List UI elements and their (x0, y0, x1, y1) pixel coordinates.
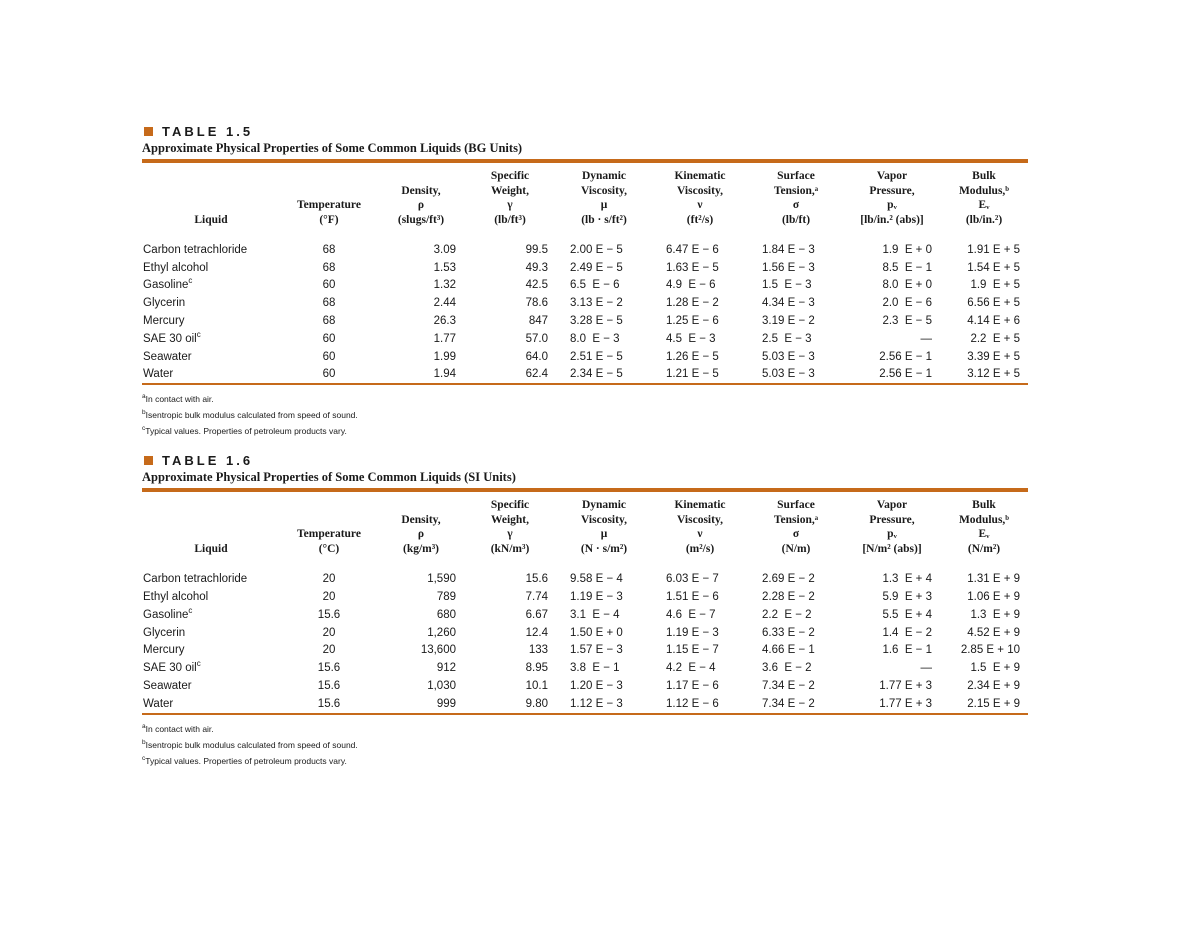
dynamic-viscosity-cell: 2.34 E − 5 (570, 368, 623, 381)
liquid-name-cell (142, 237, 280, 259)
column-header-line: (lb/ft³) (494, 213, 526, 226)
vapor-pressure-cell: 1.77 E + 3 (879, 697, 932, 710)
footnote (142, 407, 1028, 423)
density-cell: 1.94 (433, 368, 456, 381)
column-header-line: Temperature (297, 199, 361, 211)
liquid-name: Gasoline (143, 279, 189, 292)
vapor-pressure-cell: 8.5 E − 1 (882, 261, 932, 274)
vapor-pressure-cell: 2.0 E − 6 (882, 297, 932, 310)
dynamic-viscosity-cell: 6.5 E − 6 (570, 279, 620, 292)
density-cell: 912 (436, 662, 456, 675)
bulk-modulus-cell: 1.9 E + 5 (970, 279, 1020, 292)
column-header-line: (N/m²) (967, 542, 1001, 555)
density-cell: 1,590 (427, 573, 456, 586)
column-header (844, 492, 940, 566)
specific-weight-cell: 15.6 (525, 573, 548, 586)
footnote-mark: a (142, 722, 146, 730)
column-header (556, 163, 652, 237)
column-header-line: σ (792, 199, 800, 211)
density-cell: 1.53 (433, 261, 456, 274)
column-header (844, 163, 940, 237)
tables-container (142, 122, 1028, 769)
liquid-name-cell (142, 312, 280, 330)
column-header-line: γ (507, 528, 513, 541)
specific-weight-cell: 42.5 (525, 279, 548, 292)
bottom-rule (142, 383, 1028, 385)
dynamic-viscosity-cell: 1.20 E − 3 (570, 680, 623, 693)
column-header (748, 163, 844, 237)
column-header (748, 492, 844, 566)
vapor-pressure-cell: 5.9 E + 3 (882, 591, 932, 604)
density-cell: 1.77 (433, 332, 456, 345)
liquid-name-cell (142, 677, 280, 695)
surface-tension-cell: 6.33 E − 2 (762, 626, 815, 639)
footnote-mark: c (142, 754, 146, 762)
column-header-line: (N · s/m²) (580, 542, 628, 555)
liquid-name-cell (142, 277, 280, 295)
kinematic-viscosity-cell: 1.25 E − 6 (666, 315, 719, 328)
density-cell: 1.99 (433, 350, 456, 363)
dynamic-viscosity-cell: 3.13 E − 2 (570, 297, 623, 310)
orange-square-bullet-icon (144, 456, 153, 465)
specific-weight-cell: 133 (528, 644, 548, 657)
surface-tension-cell: 5.03 E − 3 (762, 368, 815, 381)
column-header-line: (slugs/ft³) (397, 213, 445, 226)
table-row (142, 366, 1028, 384)
table-caption: Approximate Physical Properties of Some Common Liquids (SI Units) (142, 470, 516, 485)
liquid-name-cell (142, 330, 280, 348)
column-header-line: (lb · s/ft²) (581, 213, 627, 226)
footnote-text: Typical values. Properties of petroleum products vary. (145, 426, 347, 437)
vapor-pressure-cell: 1.9 E + 0 (882, 243, 932, 256)
kinematic-viscosity-cell: 4.2 E − 4 (666, 662, 716, 675)
column-header-line: Surface (777, 170, 815, 182)
liquid-name: Glycerin (143, 626, 186, 639)
column-header-line: ρ (417, 199, 425, 211)
column-header-line: Modulus,ᵇ (958, 513, 1010, 526)
surface-tension-cell: 1.56 E − 3 (762, 261, 815, 274)
surface-tension-cell: 2.2 E − 2 (762, 608, 812, 621)
footnote (142, 391, 1028, 407)
surface-tension-cell: 7.34 E − 2 (762, 697, 815, 710)
density-cell: 680 (436, 608, 456, 621)
column-header-line: ρ (417, 528, 425, 541)
vapor-pressure-cell: 1.77 E + 3 (879, 680, 932, 693)
table-row (142, 695, 1028, 713)
column-header-line: Bulk (972, 499, 996, 512)
bulk-modulus-cell: 1.5 E + 9 (970, 662, 1020, 675)
kinematic-viscosity-cell: 4.6 E − 7 (666, 608, 716, 621)
kinematic-viscosity-cell: 1.17 E − 6 (666, 680, 719, 693)
temperature-cell: 60 (322, 332, 336, 345)
column-header-line: Vapor (876, 499, 908, 512)
dynamic-viscosity-cell: 3.1 E − 4 (570, 608, 620, 621)
table-row (142, 624, 1028, 642)
kinematic-viscosity-cell: 1.28 E − 2 (666, 297, 719, 310)
column-header (142, 163, 280, 237)
bulk-modulus-cell: 1.31 E + 9 (967, 573, 1020, 586)
liquid-name-cell (142, 294, 280, 312)
vapor-pressure-cell: 2.3 E − 5 (882, 315, 932, 328)
bulk-modulus-cell: 3.39 E + 5 (967, 350, 1020, 363)
footnote-marker: c (196, 659, 201, 669)
liquid-name: Mercury (143, 644, 185, 657)
footnote-text: Typical values. Properties of petroleum products vary. (145, 755, 347, 766)
vapor-pressure-cell: 5.5 E + 4 (882, 608, 932, 621)
bulk-modulus-cell: 2.34 E + 9 (967, 680, 1020, 693)
dynamic-viscosity-cell: 3.28 E − 5 (570, 315, 623, 328)
surface-tension-cell: 2.69 E − 2 (762, 573, 815, 586)
bulk-modulus-cell: 1.3 E + 9 (970, 608, 1020, 621)
vapor-pressure-cell: 1.4 E − 2 (882, 626, 932, 639)
density-cell: 13,600 (420, 644, 456, 657)
density-cell: 3.09 (433, 243, 456, 256)
column-header-line: (kg/m³) (402, 542, 440, 555)
property-table (142, 492, 1028, 712)
header-row (142, 163, 1028, 237)
specific-weight-cell: 62.4 (525, 368, 548, 381)
liquid-name-cell (142, 624, 280, 642)
table-row (142, 330, 1028, 348)
kinematic-viscosity-cell: 1.63 E − 5 (666, 261, 719, 274)
dynamic-viscosity-cell: 2.00 E − 5 (570, 243, 623, 256)
footnote-marker: c (188, 606, 193, 616)
column-header-line: Density, (401, 513, 441, 526)
table-row (142, 606, 1028, 624)
table-row (142, 588, 1028, 606)
footnote (142, 423, 1028, 439)
column-header-line: Surface (777, 499, 815, 512)
column-header-line: [lb/in.² (abs)] (860, 213, 924, 226)
column-header-line: (°F) (319, 213, 339, 226)
vapor-pressure-cell: 1.6 E − 1 (882, 644, 932, 657)
specific-weight-cell: 57.0 (525, 332, 548, 345)
column-header-line: Tension,ᵃ (773, 513, 819, 526)
column-header (940, 163, 1028, 237)
bulk-modulus-cell: 1.54 E + 5 (967, 261, 1020, 274)
liquid-name: SAE 30 oil (143, 332, 197, 345)
column-header-line: ν (697, 199, 703, 211)
liquid-name: SAE 30 oil (143, 662, 197, 675)
temperature-cell: 20 (322, 626, 336, 639)
column-header-line: Pressure, (869, 184, 915, 197)
specific-weight-cell: 78.6 (525, 297, 548, 310)
footnote-text: In contact with air. (145, 723, 214, 734)
column-header-line: Dynamic (581, 499, 627, 512)
column-header-line: Kinematic (674, 170, 726, 182)
column-header (556, 492, 652, 566)
footnote-text: Isentropic bulk modulus calculated from speed of sound. (145, 739, 358, 750)
footnote-text: In contact with air. (145, 394, 214, 405)
kinematic-viscosity-cell: 1.51 E − 6 (666, 591, 719, 604)
footnote-mark: b (142, 409, 146, 417)
footnote (142, 753, 1028, 769)
temperature-cell: 60 (322, 350, 336, 363)
vapor-pressure-cell: — (920, 662, 932, 675)
column-header (280, 492, 378, 566)
specific-weight-cell: 12.4 (525, 626, 548, 639)
specific-weight-cell: 7.74 (525, 591, 548, 604)
dynamic-viscosity-cell: 2.49 E − 5 (570, 261, 623, 274)
header-row (142, 492, 1028, 566)
column-header-line: Specific (490, 499, 530, 512)
density-cell: 1,260 (427, 626, 456, 639)
bulk-modulus-cell: 6.56 E + 5 (967, 297, 1020, 310)
dynamic-viscosity-cell: 3.8 E − 1 (570, 662, 620, 675)
column-header-line: Bulk (972, 170, 996, 182)
table-row (142, 237, 1028, 259)
surface-tension-cell: 1.84 E − 3 (762, 243, 815, 256)
surface-tension-cell: 3.6 E − 2 (762, 662, 812, 675)
liquid-name: Gasoline (143, 608, 189, 621)
column-header (940, 492, 1028, 566)
liquid-name: Carbon tetrachloride (143, 573, 248, 586)
kinematic-viscosity-cell: 1.15 E − 7 (666, 644, 719, 657)
bulk-modulus-cell: 4.52 E + 9 (967, 626, 1020, 639)
column-header-line: Vapor (876, 170, 908, 182)
temperature-cell: 20 (322, 591, 336, 604)
column-header-line: σ (792, 528, 800, 541)
footnotes (142, 391, 1028, 439)
liquid-name: Seawater (143, 680, 192, 693)
surface-tension-cell: 3.19 E − 2 (762, 315, 815, 328)
specific-weight-cell: 847 (528, 315, 548, 328)
temperature-cell: 68 (322, 315, 336, 328)
surface-tension-cell: 1.5 E − 3 (762, 279, 812, 292)
density-cell: 999 (436, 697, 456, 710)
column-header (652, 492, 748, 566)
temperature-cell: 15.6 (317, 662, 341, 675)
table-number-text: TABLE 1.6 (162, 452, 254, 468)
density-cell: 1,030 (427, 680, 456, 693)
surface-tension-cell: 2.5 E − 3 (762, 332, 812, 345)
dynamic-viscosity-cell: 2.51 E − 5 (570, 350, 623, 363)
kinematic-viscosity-cell: 1.19 E − 3 (666, 626, 719, 639)
liquid-name-cell (142, 606, 280, 624)
density-cell: 789 (436, 591, 456, 604)
table-row (142, 642, 1028, 660)
table-number-text: TABLE 1.5 (162, 123, 254, 139)
column-header-line: Viscosity, (581, 184, 627, 197)
vapor-pressure-cell: 2.56 E − 1 (879, 368, 932, 381)
surface-tension-cell: 2.28 E − 2 (762, 591, 815, 604)
dynamic-viscosity-cell: 1.19 E − 3 (570, 591, 623, 604)
density-cell: 2.44 (433, 297, 456, 310)
specific-weight-cell: 49.3 (525, 261, 548, 274)
column-header-line: Weight, (490, 513, 529, 526)
density-cell: 1.32 (433, 279, 456, 292)
kinematic-viscosity-cell: 6.03 E − 7 (666, 573, 719, 586)
footnote-marker: c (196, 330, 201, 340)
kinematic-viscosity-cell: 1.12 E − 6 (666, 697, 719, 710)
bulk-modulus-cell: 1.91 E + 5 (967, 243, 1020, 256)
temperature-cell: 68 (322, 261, 336, 274)
surface-tension-cell: 4.66 E − 1 (762, 644, 815, 657)
specific-weight-cell: 99.5 (525, 243, 548, 256)
temperature-cell: 20 (322, 644, 336, 657)
dynamic-viscosity-cell: 8.0 E − 3 (570, 332, 620, 345)
kinematic-viscosity-cell: 4.9 E − 6 (666, 279, 716, 292)
liquid-name: Ethyl alcohol (143, 261, 209, 274)
dynamic-viscosity-cell: 9.58 E − 4 (570, 573, 623, 586)
bottom-rule (142, 713, 1028, 715)
column-header-line: Modulus,ᵇ (958, 184, 1010, 197)
liquid-name: Carbon tetrachloride (143, 243, 248, 256)
column-header-line: Specific (490, 170, 530, 182)
liquid-name-cell (142, 588, 280, 606)
column-header-line: Liquid (194, 213, 228, 226)
dynamic-viscosity-cell: 1.57 E − 3 (570, 644, 623, 657)
specific-weight-cell: 6.67 (525, 608, 548, 621)
property-table-block (142, 451, 1028, 768)
column-header-line: Eᵥ (978, 199, 990, 211)
temperature-cell: 15.6 (317, 608, 341, 621)
table-row (142, 312, 1028, 330)
table-number (142, 451, 1028, 469)
vapor-pressure-cell: — (920, 332, 932, 345)
bulk-modulus-cell: 1.06 E + 9 (967, 591, 1020, 604)
liquid-name-cell (142, 366, 280, 384)
footnote-mark: b (142, 738, 146, 746)
table-row (142, 677, 1028, 695)
temperature-cell: 15.6 (317, 697, 341, 710)
liquid-name: Water (143, 697, 174, 710)
column-header-line: Density, (401, 184, 441, 197)
footnote (142, 721, 1028, 737)
liquid-name: Water (143, 368, 174, 381)
column-header-line: μ (600, 199, 608, 211)
column-header-line: (N/m) (781, 542, 811, 555)
column-header-line: Viscosity, (581, 513, 627, 526)
table-row (142, 277, 1028, 295)
dynamic-viscosity-cell: 1.50 E + 0 (570, 626, 623, 639)
specific-weight-cell: 8.95 (525, 662, 548, 675)
vapor-pressure-cell: 1.3 E + 4 (882, 573, 932, 586)
bulk-modulus-cell: 3.12 E + 5 (967, 368, 1020, 381)
column-header-line: Pressure, (869, 513, 915, 526)
vapor-pressure-cell: 8.0 E + 0 (882, 279, 932, 292)
column-header (280, 163, 378, 237)
column-header (652, 163, 748, 237)
document-page (142, 122, 1028, 769)
table-row (142, 659, 1028, 677)
footnote-text: Isentropic bulk modulus calculated from speed of sound. (145, 410, 358, 421)
temperature-cell: 15.6 (317, 680, 341, 693)
table-caption: Approximate Physical Properties of Some Common Liquids (BG Units) (142, 141, 523, 155)
specific-weight-cell: 10.1 (525, 680, 548, 693)
footnote-mark: c (142, 425, 146, 433)
column-header-line: pᵥ (887, 528, 897, 541)
column-header-line: [N/m² (abs)] (862, 542, 922, 555)
column-header-line: (ft²/s) (686, 213, 714, 226)
column-header-line: (lb/ft) (781, 213, 811, 226)
table-row (142, 348, 1028, 366)
specific-weight-cell: 64.0 (525, 350, 548, 363)
column-header-line: Kinematic (674, 499, 726, 512)
temperature-cell: 60 (322, 368, 336, 381)
column-header-line: pᵥ (887, 199, 897, 211)
column-header (378, 492, 464, 566)
table-row (142, 566, 1028, 588)
orange-square-bullet-icon (144, 127, 153, 136)
kinematic-viscosity-cell: 1.21 E − 5 (666, 368, 719, 381)
dynamic-viscosity-cell: 1.12 E − 3 (570, 697, 623, 710)
column-header-line: Weight, (490, 184, 529, 197)
surface-tension-cell: 4.34 E − 3 (762, 297, 815, 310)
column-header (378, 163, 464, 237)
liquid-name-cell (142, 659, 280, 677)
liquid-name-cell (142, 348, 280, 366)
property-table (142, 163, 1028, 383)
temperature-cell: 20 (322, 573, 336, 586)
liquid-name-cell (142, 259, 280, 277)
liquid-name-cell (142, 642, 280, 660)
column-header-line: (°C) (318, 542, 340, 555)
column-header-line: γ (507, 199, 513, 211)
table-row (142, 294, 1028, 312)
footnote-marker: c (188, 276, 193, 286)
surface-tension-cell: 7.34 E − 2 (762, 680, 815, 693)
kinematic-viscosity-cell: 1.26 E − 5 (666, 350, 719, 363)
column-header-line: (m²/s) (685, 542, 715, 555)
liquid-name: Mercury (143, 315, 185, 328)
liquid-name: Glycerin (143, 297, 186, 310)
density-cell: 26.3 (433, 315, 456, 328)
specific-weight-cell: 9.80 (525, 697, 548, 710)
table-number (142, 122, 1028, 140)
bulk-modulus-cell: 2.15 E + 9 (967, 697, 1020, 710)
bulk-modulus-cell: 2.85 E + 10 (960, 644, 1020, 657)
vapor-pressure-cell: 2.56 E − 1 (879, 350, 932, 363)
column-header-line: Eᵥ (978, 528, 990, 541)
column-header (464, 163, 556, 237)
kinematic-viscosity-cell: 6.47 E − 6 (666, 243, 719, 256)
footnote-mark: a (142, 393, 146, 401)
liquid-name-cell (142, 695, 280, 713)
column-header-line: (lb/in.²) (965, 213, 1003, 226)
column-header-line: Viscosity, (677, 513, 723, 526)
bulk-modulus-cell: 4.14 E + 6 (967, 315, 1020, 328)
table-body (142, 566, 1028, 712)
temperature-cell: 68 (322, 243, 336, 256)
liquid-name: Seawater (143, 350, 192, 363)
temperature-cell: 60 (322, 279, 336, 292)
column-header-line: μ (600, 528, 608, 541)
temperature-cell: 68 (322, 297, 336, 310)
footnote (142, 737, 1028, 753)
column-header-line: Liquid (194, 542, 228, 555)
column-header-line: (kN/m³) (490, 542, 530, 555)
column-header-line: Temperature (297, 528, 361, 541)
column-header-line: ν (697, 528, 703, 541)
liquid-name-cell (142, 566, 280, 588)
column-header-line: Tension,ᵃ (773, 184, 819, 197)
column-header (142, 492, 280, 566)
column-header-line: Dynamic (581, 170, 627, 182)
table-row (142, 259, 1028, 277)
surface-tension-cell: 5.03 E − 3 (762, 350, 815, 363)
kinematic-viscosity-cell: 4.5 E − 3 (666, 332, 716, 345)
table-body (142, 237, 1028, 383)
liquid-name: Ethyl alcohol (143, 591, 209, 604)
column-header (464, 492, 556, 566)
property-table-block (142, 122, 1028, 439)
column-header-line: Viscosity, (677, 184, 723, 197)
bulk-modulus-cell: 2.2 E + 5 (970, 332, 1020, 345)
footnotes (142, 721, 1028, 769)
